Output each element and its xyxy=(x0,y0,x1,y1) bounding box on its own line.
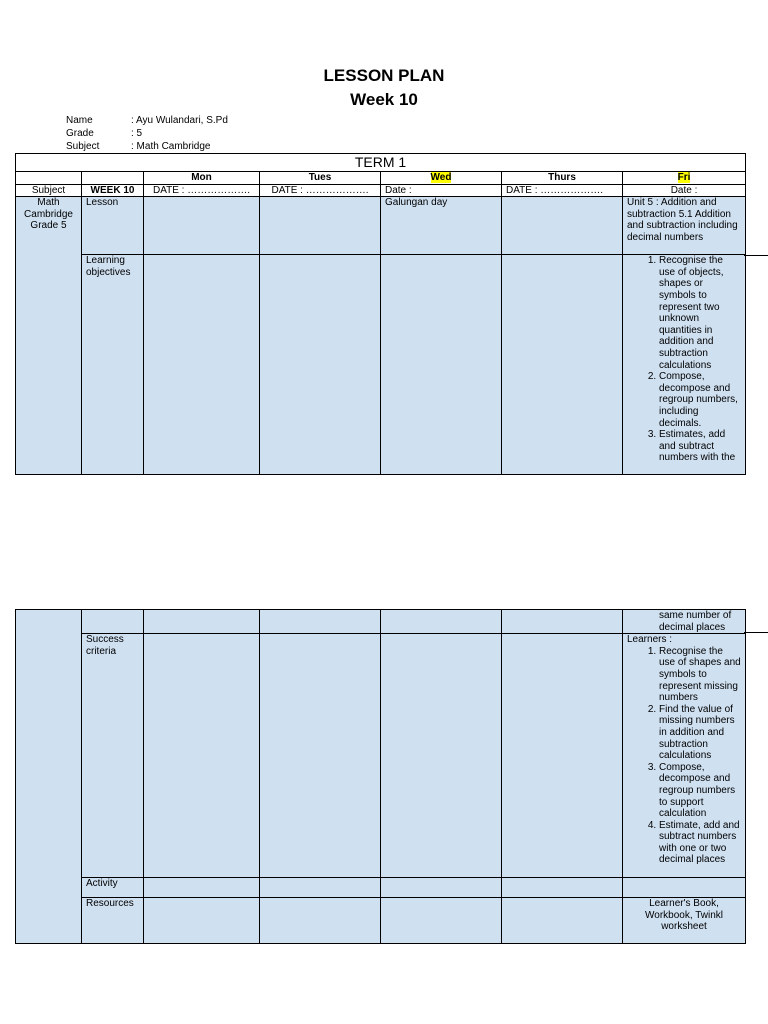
activity-wed xyxy=(381,878,502,898)
resources-fri: Learner's Book, Workbook, Twinkl worksheet xyxy=(623,898,746,944)
day-header-wed-label: Wed xyxy=(430,172,452,183)
day-header-wed xyxy=(381,172,502,185)
subject-cell-continued xyxy=(16,610,82,944)
success-intro: Learners : xyxy=(627,634,673,646)
date-fri: Date : xyxy=(623,184,746,197)
objectives-fri-list xyxy=(627,255,741,464)
lesson-wed: Galungan day xyxy=(381,197,502,255)
success-tues xyxy=(260,634,381,878)
activity-mon xyxy=(144,878,260,898)
lesson-thurs xyxy=(502,197,623,255)
objective-item: 2. Compose, decompose and regroup numbers, including decimals. xyxy=(659,371,741,429)
objectives-cont-thurs xyxy=(502,610,623,634)
success-fri xyxy=(623,634,746,878)
objectives-cont-wed xyxy=(381,610,502,634)
objectives-cont-mon xyxy=(144,610,260,634)
objectives-cont-tues xyxy=(260,610,381,634)
objectives-fri xyxy=(623,255,746,475)
table-overflow-line xyxy=(744,632,768,633)
row-label-resources: Resources xyxy=(82,898,144,944)
date-mon: DATE : ………………. xyxy=(144,184,260,197)
resources-wed xyxy=(381,898,502,944)
objectives-cont-fri xyxy=(623,610,746,634)
resources-thurs xyxy=(502,898,623,944)
row-label-success-criteria: Success criteria xyxy=(82,634,144,878)
success-wed xyxy=(381,634,502,878)
date-thurs: DATE : ………………. xyxy=(502,184,623,197)
objectives-label-continued xyxy=(82,610,144,634)
lesson-fri: Unit 5 : Addition and subtraction 5.1 Addition and subtraction including decimal numbers xyxy=(623,197,746,255)
objectives-tues xyxy=(260,255,381,475)
objective-item: 3. Estimates, add and subtract numbers with the xyxy=(659,429,741,464)
subject-label: Subject xyxy=(66,141,100,152)
success-thurs xyxy=(502,634,623,878)
grade-value: : 5 xyxy=(131,128,143,139)
day-header-fri-label: Fri xyxy=(677,172,691,183)
row-label-learning-objectives: Learning objectives xyxy=(82,255,144,475)
teacher-info xyxy=(66,114,228,153)
objectives-mon xyxy=(144,255,260,475)
lesson-plan-table-page1 xyxy=(15,153,746,475)
objectives-wed xyxy=(381,255,502,475)
day-header-mon: Mon xyxy=(144,172,260,185)
activity-fri xyxy=(623,878,746,898)
day-header-blank xyxy=(82,172,144,185)
page-subtitle: Week 10 xyxy=(350,90,418,109)
objective-continued-text: same number of decimal places xyxy=(659,610,732,633)
week-header: WEEK 10 xyxy=(82,184,144,197)
name-value: : Ayu Wulandari, S.Pd xyxy=(131,115,228,126)
lesson-mon xyxy=(144,197,260,255)
date-wed: Date : xyxy=(381,184,502,197)
objective-item: 1. Recognise the use of objects, shapes or symbols to represent two unknown quantities in addition and subtraction calculations xyxy=(659,255,741,371)
resources-tues xyxy=(260,898,381,944)
lesson-plan-table-page2 xyxy=(15,609,746,944)
activity-tues xyxy=(260,878,381,898)
success-item: 1. Recognise the use of shapes and symbols to represent missing numbers xyxy=(659,646,741,704)
resources-mon xyxy=(144,898,260,944)
success-fri-list xyxy=(627,646,741,866)
day-header-fri xyxy=(623,172,746,185)
table-overflow-line xyxy=(744,255,768,256)
page-title: LESSON PLAN xyxy=(323,66,445,85)
lesson-tues xyxy=(260,197,381,255)
day-header-tues: Tues xyxy=(260,172,381,185)
name-label: Name xyxy=(66,115,93,126)
day-header-blank xyxy=(16,172,82,185)
row-label-activity: Activity xyxy=(82,878,144,898)
success-item: 2. Find the value of missing numbers in addition and subtraction calculations xyxy=(659,704,741,762)
term-header: TERM 1 xyxy=(16,154,746,172)
objectives-thurs xyxy=(502,255,623,475)
row-label-lesson: Lesson xyxy=(82,197,144,255)
subject-value: : Math Cambridge xyxy=(131,141,211,152)
success-mon xyxy=(144,634,260,878)
activity-thurs xyxy=(502,878,623,898)
day-header-thurs: Thurs xyxy=(502,172,623,185)
date-tues: DATE : ………………. xyxy=(260,184,381,197)
subject-header: Subject xyxy=(16,184,82,197)
success-item: 4. Estimate, add and subtract numbers with one or two decimal places xyxy=(659,820,741,866)
success-item: 3. Compose, decompose and regroup numbers to support calculation xyxy=(659,762,741,820)
grade-label: Grade xyxy=(66,128,94,139)
subject-cell: Math Cambridge Grade 5 xyxy=(16,197,82,475)
